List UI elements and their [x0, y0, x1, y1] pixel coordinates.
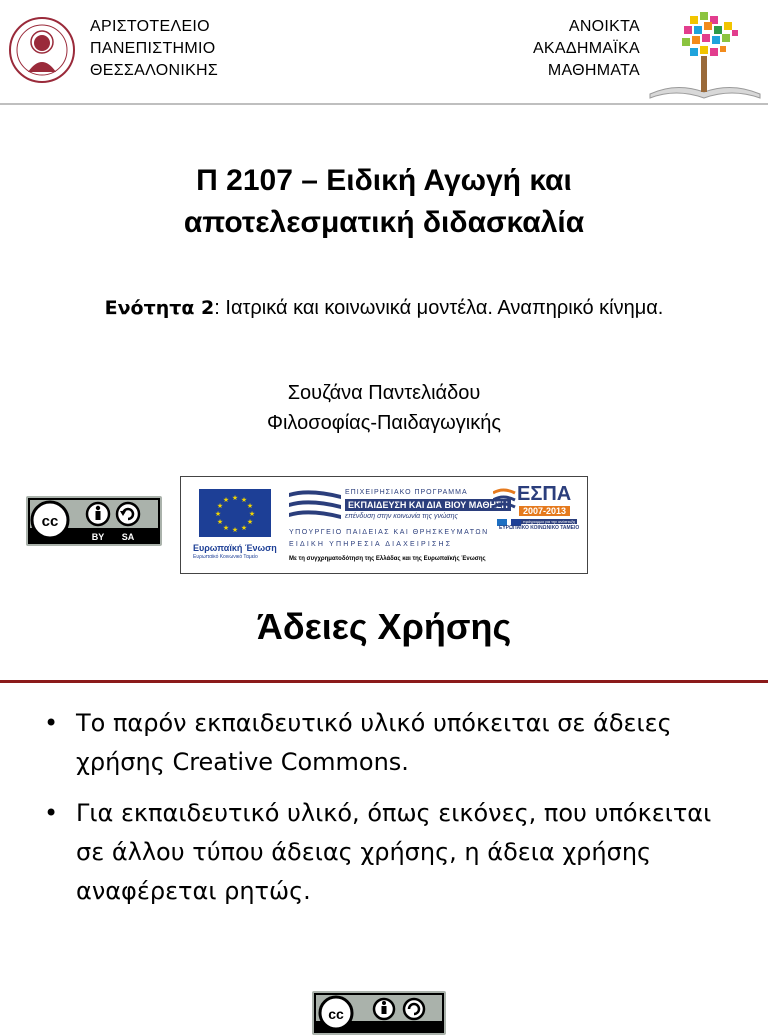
course-title — [0, 160, 768, 244]
espa-years: 2007-2013 — [519, 506, 570, 516]
cc-sa-label: SA — [121, 532, 135, 542]
unit-title: : Ιατρικά και κοινωνικά μοντέλα. Αναπηρικό κίνημα. — [214, 297, 664, 319]
open-courses-tree-logo-icon — [646, 8, 764, 100]
unit-label: Ενότητα 2 — [104, 297, 215, 319]
licenses-title: Άδειες Χρήσης — [256, 606, 512, 647]
espa-motto: πρόγραμμα για την ανάπτυξη — [523, 519, 576, 524]
share-alike-icon — [117, 503, 139, 525]
open-courses-name — [533, 16, 640, 82]
cc-by-label: BY — [91, 532, 105, 542]
open-courses-line: ΜΑΘΗΜΑΤΑ — [547, 62, 640, 79]
university-name — [90, 16, 218, 82]
svg-text:★: ★ — [216, 518, 224, 526]
svg-text:★: ★ — [246, 502, 254, 510]
course-title-line: αποτελεσματική διδασκαλία — [183, 206, 585, 239]
svg-text:cc: cc — [328, 1006, 344, 1022]
funding-banner — [180, 476, 588, 574]
creative-commons-by-sa-badge[interactable] — [26, 496, 162, 546]
eu-label: Ευρωπαϊκή Ένωση — [193, 543, 277, 553]
svg-text:★: ★ — [222, 524, 230, 532]
svg-text:★: ★ — [214, 510, 222, 518]
eu-sublabel: Ευρωπαϊκό Κοινωνικό Ταμείο — [193, 554, 258, 560]
espa-fund: ΕΥΡΩΠΑΪΚΟ ΚΟΙΝΩΝΙΚΟ ΤΑΜΕΙΟ — [499, 525, 580, 531]
license-bullet: • Για εκπαιδευτικό υλικό, όπως εικόνες, που υπόκειται σε άλλου τύπου άδειας χρήσης, η άδεια χρήσης αναφέρεται ρητώς. — [44, 794, 744, 911]
svg-text:★: ★ — [231, 494, 239, 502]
espa-name: ΕΣΠΑ — [517, 483, 572, 505]
open-courses-line: ΑΝΟΙΚΤΑ — [568, 18, 640, 35]
program-motto: επένδυση στην κοινωνία της γνώσης — [345, 513, 458, 520]
svg-text:★: ★ — [216, 502, 224, 510]
svg-text:★: ★ — [240, 496, 248, 504]
open-courses-line: ΑΚΑΔΗΜΑΪΚΑ — [532, 40, 640, 57]
license-bullet: • Το παρόν εκπαιδευτικό υλικό υπόκειται σε άδειες χρήσης Creative Commons. — [44, 704, 744, 782]
course-title-line: Π 2107 – Ειδική Αγωγή και — [196, 164, 572, 197]
ministry-name: ΥΠΟΥΡΓΕΙΟ ΠΑΙΔΕΙΑΣ ΚΑΙ ΘΡΗΣΚΕΥΜΑΤΩΝ — [289, 529, 489, 536]
license-bullets — [44, 704, 744, 923]
author-name: Σουζάνα Παντελιάδου — [287, 382, 481, 404]
university-name-line: ΑΡΙΣΤΟΤΕΛΕΙΟ — [90, 18, 210, 35]
eu-flag-icon — [199, 489, 271, 537]
header-divider — [0, 103, 768, 105]
svg-text:★: ★ — [248, 510, 256, 518]
university-seal-icon — [8, 16, 76, 84]
managing-authority: ΕΙΔΙΚΗ ΥΠΗΡΕΣΙΑ ΔΙΑΧΕΙΡΙΣΗΣ — [289, 541, 453, 548]
creative-commons-badge-bottom[interactable] — [312, 991, 446, 1035]
svg-text:★: ★ — [231, 526, 239, 534]
cofunding-note: Με τη συγχρηματοδότηση της Ελλάδας και της Ευρωπαϊκής Ένωσης — [289, 556, 486, 562]
unit-heading — [70, 296, 698, 320]
svg-text:★: ★ — [240, 524, 248, 532]
svg-text:★: ★ — [246, 518, 254, 526]
svg-text:cc: cc — [41, 513, 59, 530]
slide-divider — [0, 680, 768, 683]
university-name-line: ΠΑΝΕΠΙΣΤΗΜΙΟ — [90, 40, 216, 57]
program-label: ΕΠΙΧΕΙΡΗΣΙΑΚΟ ΠΡΟΓΡΑΜΜΑ — [345, 489, 468, 496]
university-name-line: ΘΕΣΣΑΛΟΝΙΚΗΣ — [90, 62, 219, 79]
share-alike-icon — [404, 999, 424, 1019]
header — [0, 0, 768, 103]
program-name: ΕΚΠΑΙΔΕΥΣΗ ΚΑΙ ΔΙΑ ΒΙΟΥ ΜΑΘΗΣΗ — [345, 499, 511, 511]
svg-text:★: ★ — [222, 496, 230, 504]
department-name: Φιλοσοφίας-Παιδαγωγικής — [267, 412, 501, 434]
